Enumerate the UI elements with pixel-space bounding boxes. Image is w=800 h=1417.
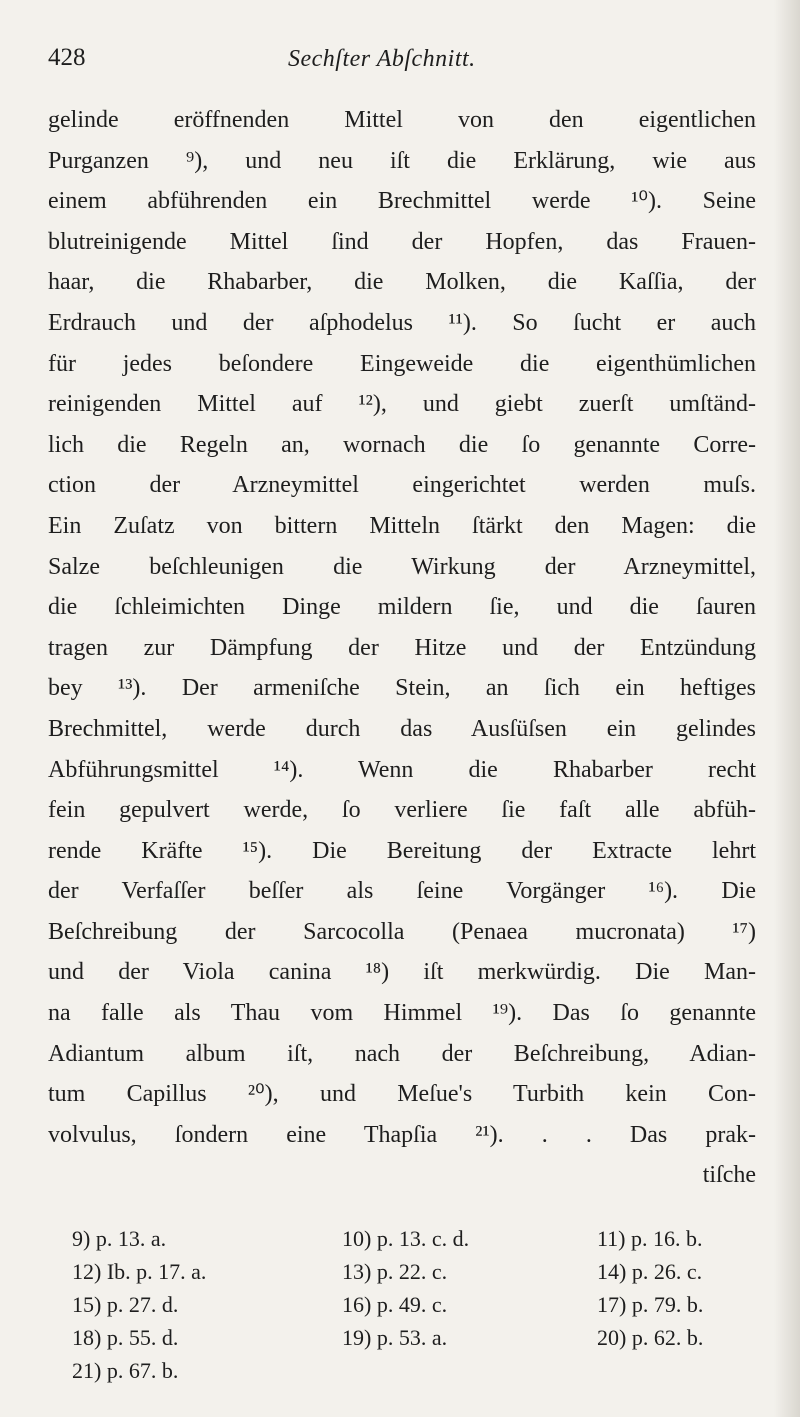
text-line: volvulus, ſondern eine Thapſia ²¹). . . Das prak-: [48, 1121, 756, 1148]
text-line: und der Viola canina ¹⁸) iſt merkwürdig. Die Man-: [48, 959, 756, 986]
text-line: Erdrauch und der aſphodelus ¹¹). So ſucht er auch: [48, 309, 756, 336]
footnote-row: [72, 1222, 762, 1255]
text-line: für jedes beſondere Eingeweide die eigenthümlichen: [48, 350, 756, 377]
text-line: reinigenden Mittel auf ¹²), und giebt zuerſt umſtänd-: [48, 391, 756, 418]
text-line: der Verfaſſer beſſer als ſeine Vorgänger ¹⁶). Die: [48, 878, 756, 905]
footnote: 15) p. 27. d.: [72, 1292, 179, 1317]
footnote-row: [72, 1321, 762, 1354]
text-line: na falle als Thau vom Himmel ¹⁹). Das ſo genannte: [48, 1000, 756, 1027]
footnote: 17) p. 79. b.: [597, 1292, 704, 1317]
text-line: tragen zur Dämpfung der Hitze und der Entzündung: [48, 634, 756, 661]
text-line: Adiantum album iſt, nach der Beſchreibung, Adian-: [48, 1040, 756, 1067]
footnote: 9) p. 13. a.: [72, 1226, 167, 1251]
text-line: Salze beſchleunigen die Wirkung der Arzneymittel,: [48, 553, 756, 580]
page-edge-shadow: [774, 0, 800, 1417]
text-line: Brechmittel, werde durch das Ausſüſsen ein gelindes: [48, 715, 756, 742]
catchword: tiſche: [702, 1162, 756, 1189]
text-line: Ein Zuſatz von bittern Mitteln ſtärkt den Magen: die: [48, 512, 756, 539]
footnote-row: [72, 1255, 762, 1288]
footnote: 21) p. 67. b.: [72, 1358, 179, 1383]
text-line: die ſchleimichten Dinge mildern ſie, und die ſauren: [48, 594, 756, 621]
text-line: fein gepulvert werde, ſo verliere ſie faſt alle abfüh-: [48, 797, 756, 824]
text-line: Purganzen ⁹), und neu iſt die Erklärung, wie aus: [48, 147, 756, 174]
footnote: 11) p. 16. b.: [597, 1226, 703, 1251]
body-text: [48, 100, 756, 1196]
text-line: bey ¹³). Der armeniſche Stein, an ſich ein heftiges: [48, 675, 756, 702]
page-header: [48, 44, 748, 84]
text-line: lich die Regeln an, wornach die ſo genannte Corre-: [48, 431, 756, 458]
footnotes: [72, 1222, 762, 1387]
footnote-row: [72, 1354, 762, 1387]
text-line: Beſchreibung der Sarcocolla (Penaea mucronata) ¹⁷): [48, 918, 756, 945]
text-line: gelinde eröffnenden Mittel von den eigentlichen: [48, 107, 756, 133]
footnote: 10) p. 13. c. d.: [342, 1226, 470, 1251]
page-number: 428: [48, 44, 86, 71]
text-line: ction der Arzneymittel eingerichtet werden muſs.: [48, 472, 756, 499]
footnote: 12) Ib. p. 17. a.: [72, 1259, 207, 1284]
footnote: 19) p. 53. a.: [342, 1325, 448, 1350]
footnote: 14) p. 26. c.: [597, 1259, 703, 1284]
footnote: 18) p. 55. d.: [72, 1325, 179, 1350]
footnote-row: [72, 1288, 762, 1321]
footnote: 16) p. 49. c.: [342, 1292, 448, 1317]
text-line: blutreinigende Mittel ſind der Hopfen, das Frauen-: [48, 228, 756, 255]
footnote: 20) p. 62. b.: [597, 1325, 704, 1350]
running-head: Sechſter Abſchnitt.: [288, 46, 476, 72]
text-line: rende Kräfte ¹⁵). Die Bereitung der Extracte lehrt: [48, 837, 756, 864]
text-line: tum Capillus ²⁰), und Meſue's Turbith kein Con-: [48, 1081, 756, 1108]
text-line: Abführungsmittel ¹⁴). Wenn die Rhabarber recht: [48, 756, 756, 783]
footnote: 13) p. 22. c.: [342, 1259, 448, 1284]
text-line: haar, die Rhabarber, die Molken, die Kaſſia, der: [48, 269, 756, 296]
text-line: einem abführenden ein Brechmittel werde ¹⁰). Seine: [48, 188, 756, 215]
